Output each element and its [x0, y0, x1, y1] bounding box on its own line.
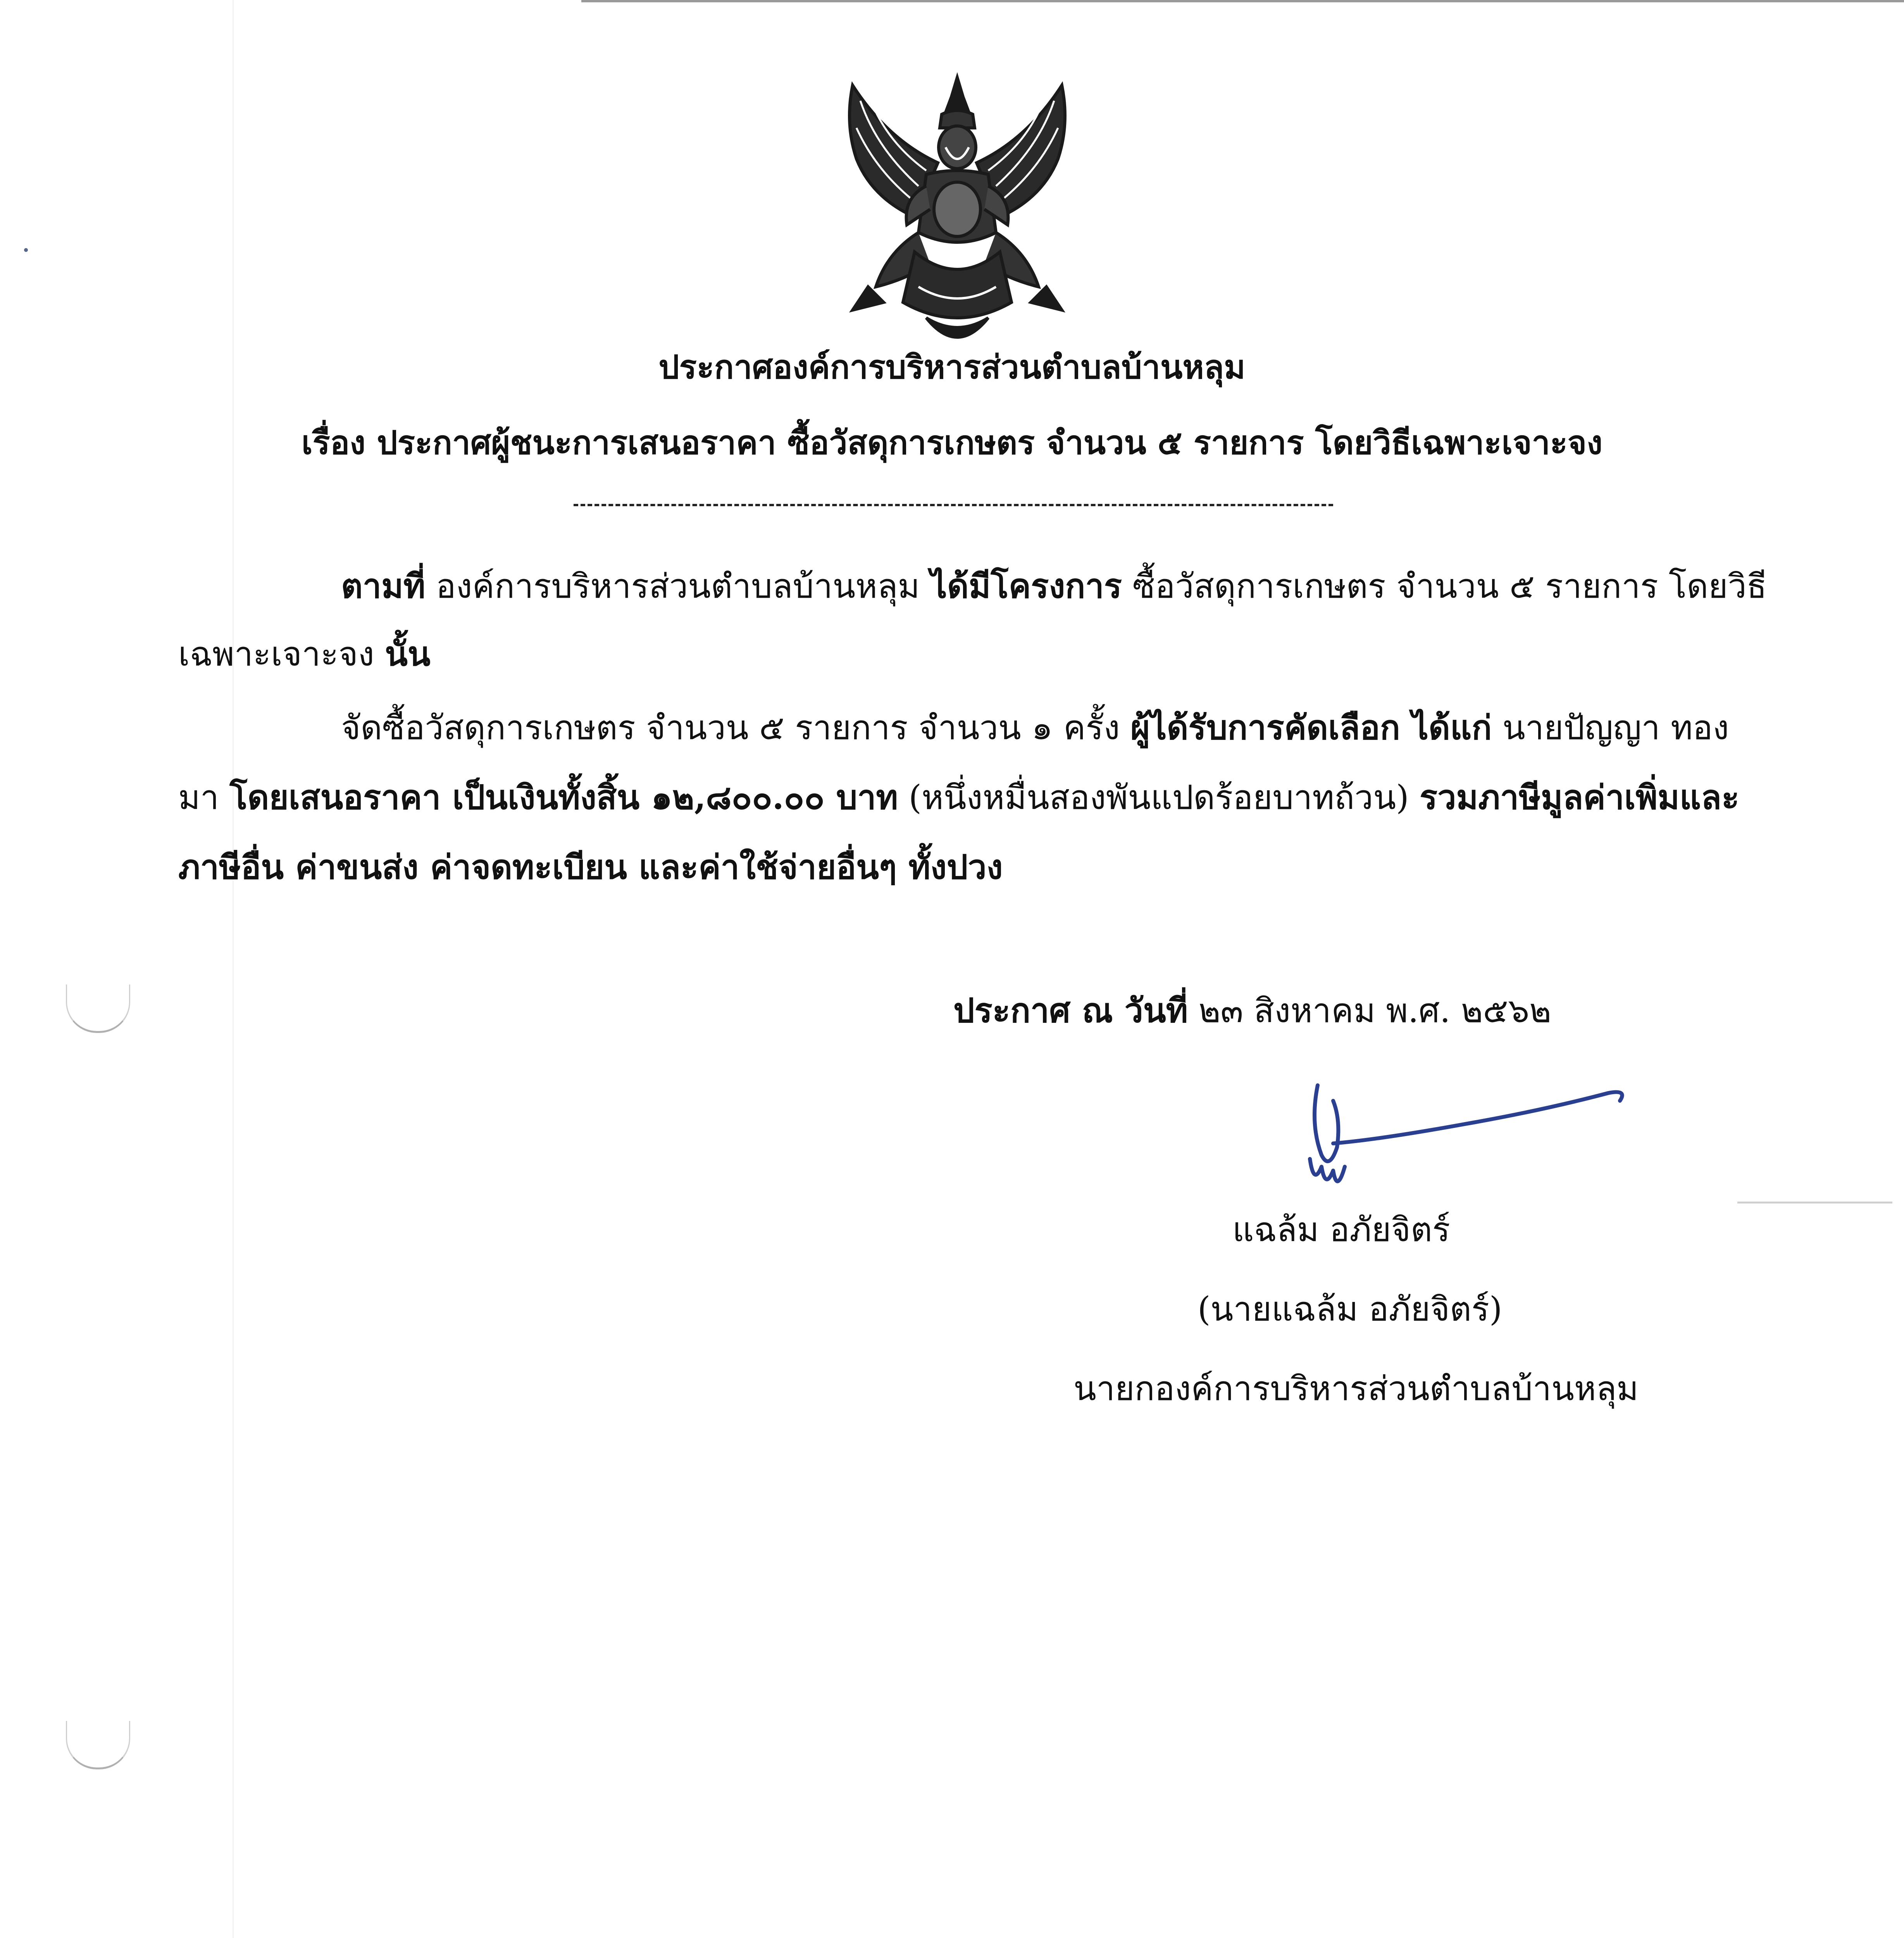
paragraph-1-end: นั้น [385, 635, 431, 674]
amount-words: (หนึ่งหมื่นสองพันแปดร้อยบาทถ้วน) [898, 778, 1420, 817]
project-label: ได้มีโครงการ [930, 567, 1122, 606]
project-text: ซื้อวัสดุการเกษตร จำนวน ๕ รายการ โดยวิธี [1122, 567, 1767, 606]
separator-line [574, 504, 1333, 506]
punch-hole-mark [66, 985, 130, 1033]
date-value: ๒๓ สิงหาคม พ.ศ. ๒๕๖๒ [1188, 991, 1551, 1030]
scan-edge-left [233, 0, 234, 1938]
org-text: องค์การบริหารส่วนตำบลบ้านหลุม [425, 567, 930, 606]
amount-text: ๑๒,๘๐๐.๐๐ บาท [639, 778, 898, 817]
paragraph-1-line-2 [178, 635, 431, 674]
scan-speck [24, 248, 28, 252]
paragraph-2-line-2 [178, 778, 1740, 817]
date-label: ประกาศ ณ วันที่ [953, 991, 1188, 1030]
lead-text: ตามที่ [341, 567, 426, 606]
announcement-title: ประกาศองค์การบริหารส่วนตำบลบ้านหลุม [658, 348, 1246, 386]
included-label: รวมภาษีมูลค่าเพิ่มและ [1420, 778, 1740, 817]
garuda-emblem-icon [829, 70, 1085, 357]
announcement-subject: เรื่อง ประกาศผู้ชนะการเสนอราคา ซื้อวัสดุการเกษตร จำนวน ๕ รายการ โดยวิธีเฉพาะเจาะจง [301, 423, 1603, 462]
scan-edge-top [581, 0, 1904, 2]
purchase-text: จัดซื้อวัสดุการเกษตร จำนวน ๕ รายการ จำนวน ๑ ครั้ง [341, 709, 1130, 747]
announce-date [953, 991, 1551, 1030]
winner-name-end: มา [178, 778, 230, 817]
handwritten-signature [1302, 1078, 1643, 1205]
method-text: เฉพาะเจาะจง [178, 635, 385, 674]
paragraph-2-line-1 [341, 708, 1729, 747]
signer-name: แฉล้ม อภัยจิตร์ [1232, 1210, 1450, 1249]
paragraph-1-line-1 [341, 567, 1767, 606]
signer-position: นายกองค์การบริหารส่วนตำบลบ้านหลุม [1073, 1369, 1639, 1408]
winner-name-start: นายปัญญา ทอง [1492, 709, 1729, 747]
offer-label: โดยเสนอราคา เป็นเงินทั้งสิ้น [229, 778, 640, 817]
scan-edge-right [1737, 1202, 1892, 1203]
punch-hole-mark [66, 1721, 130, 1769]
selected-label: ผู้ได้รับการคัดเลือก ได้แก่ [1130, 708, 1492, 747]
signer-full-name: (นายแฉล้ม อภัยจิตร์) [1198, 1290, 1503, 1329]
paragraph-2-line-3: ภาษีอื่น ค่าขนส่ง ค่าจดทะเบียน และค่าใช้จ่ายอื่นๆ ทั้งปวง [178, 848, 1003, 887]
